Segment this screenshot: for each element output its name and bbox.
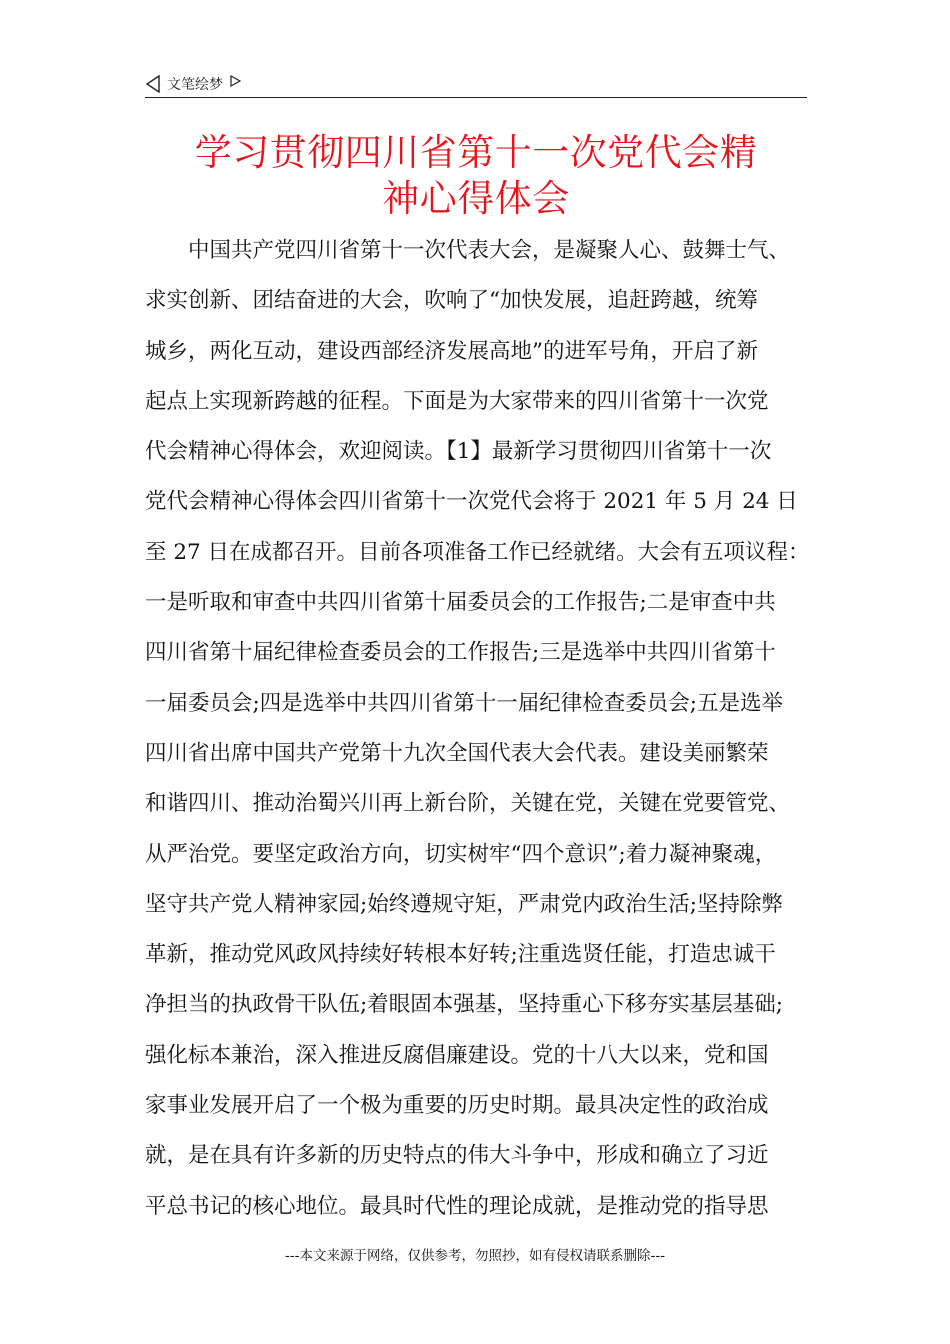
document-title bbox=[145, 130, 807, 222]
body-line: 四川省出席中国共产党第十九次全国代表大会代表。建设美丽繁荣 bbox=[145, 740, 769, 766]
body-line: 和谐四川、推动治蜀兴川再上新台阶，关键在党，关键在党要管党、 bbox=[145, 791, 791, 817]
body-line: 家事业发展开启了一个极为重要的历史时期。最具决定性的政治成 bbox=[145, 1093, 769, 1119]
header-brand: 文笔绘梦 bbox=[167, 77, 223, 93]
body-line: 坚守共产党人精神家园;始终遵规守矩，严肃党内政治生活;坚持除弊 bbox=[145, 891, 783, 917]
title-line-1: 学习贯彻四川省第十一次党代会精 bbox=[194, 131, 758, 174]
body-line: 中国共产党四川省第十一次代表大会，是凝聚人心、鼓舞士气、 bbox=[145, 238, 791, 263]
body-line: 城乡，两化互动，建设西部经济发展高地”的进军号角，开启了新 bbox=[145, 338, 758, 364]
page-header bbox=[145, 73, 807, 95]
body-line: 就，是在具有许多新的历史特点的伟大斗争中，形成和确立了习近 bbox=[145, 1143, 769, 1169]
title-line-2: 神心得体会 bbox=[382, 177, 570, 220]
body-line: 一是听取和审查中共四川省第十届委员会的工作报告;二是审查中共 bbox=[145, 590, 776, 616]
body-line: 代会精神心得体会，欢迎阅读。【1】最新学习贯彻四川省第十一次 bbox=[145, 439, 772, 465]
body-line: 净担当的执政骨干队伍;着眼固本强基，坚持重心下移夯实基层基础; bbox=[145, 992, 783, 1018]
body-line: 平总书记的核心地位。最具时代性的理论成就，是推动党的指导思 bbox=[145, 1193, 769, 1219]
body-line: 党代会精神心得体会四川省第十一次党代会将于 2021 年 5 月 24 日 bbox=[145, 489, 798, 515]
body-line: 四川省第十届纪律检查委员会的工作报告;三是选举中共四川省第十 bbox=[145, 640, 776, 666]
header-divider bbox=[145, 97, 807, 98]
body-line: 求实创新、团结奋进的大会，吹响了“加快发展，追赶跨越，统筹 bbox=[145, 288, 758, 314]
right-triangle-icon bbox=[229, 75, 241, 87]
document-body bbox=[145, 226, 810, 1232]
body-line: 一届委员会;四是选举中共四川省第十一届纪律检查委员会;五是选举 bbox=[145, 690, 783, 716]
body-line: 起点上实现新跨越的征程。下面是为大家带来的四川省第十一次党 bbox=[145, 388, 769, 414]
footer-disclaimer: ---本文来源于网络，仅供参考，勿照抄，如有侵权请联系删除--- bbox=[284, 1248, 666, 1264]
body-line: 强化标本兼治，深入推进反腐倡廉建设。党的十八大以来，党和国 bbox=[145, 1042, 769, 1068]
body-line: 革新，推动党风政风持续好转根本好转;注重选贤任能，打造忠诚干 bbox=[145, 942, 776, 968]
left-triangle-icon bbox=[145, 75, 161, 93]
body-line: 从严治党。要坚定政治方向，切实树牢“四个意识”;着力凝神聚魂， bbox=[145, 841, 777, 867]
body-line: 至 27 日在成都召开。目前各项准备工作已经就绪。大会有五项议程： bbox=[145, 539, 810, 565]
